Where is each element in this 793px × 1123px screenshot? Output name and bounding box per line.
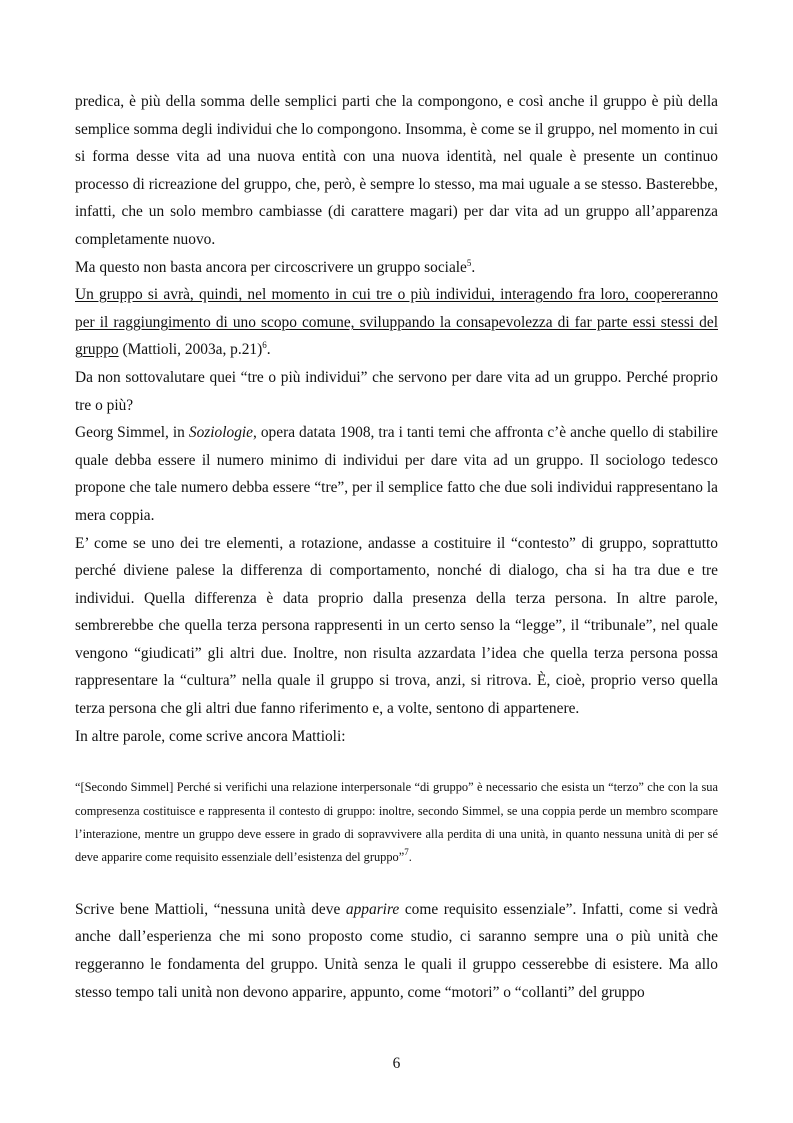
paragraph-1-text: predica, è più della somma delle semplici parti che la compongono, e così anche il gruppo è più della semplice somma degli individui che lo compongono. Insomma, è come se il gruppo, nel momento in cui si forma desse vita ad una nuova entità con una nuova identità, nel quale è presente un continuo processo di ricreazione del gruppo, che, però, è sempre lo stesso, ma mai uguale a se stesso. Basterebbe, infatti, che un solo membro cambiasse (di carattere magari) per dar vita ad un gruppo all’apparenza completamente nuovo.	[75, 93, 718, 248]
underlined-definition: Un gruppo si avrà, quindi, nel momento in cui tre o più individui, interagendo fra loro, coopereranno per il raggiungimento di uno scopo comune, sviluppando la consapevolezza di far parte essi stessi del gruppo	[75, 286, 718, 359]
citation: (Mattioli, 2003a, p.21)	[118, 341, 263, 359]
block-quote: “[Secondo Simmel] Perché si verifichi una relazione interpersonale “di gruppo” è necessario che esista un “terzo” che con la sua compresenza costituisce e rappresenta il contesto di gruppo: inoltre, secondo Simmel, se una coppia perde un membro scompare l’interazione, mentre un gruppo deve essere in grado di sopravvivere alla perdita di una unità, in quanto nessuna unità di per sé deve apparire come requisito essenziale dell’esistenza del gruppo”$^7$.	[75, 780, 718, 865]
paragraph-7: In altre parole, come scrive ancora Mattioli:	[75, 727, 346, 745]
paragraph-6: E’ come se uno dei tre elementi, a rotazione, andasse a costituire il “contesto” di gruppo, soprattutto perché diviene palese la differenza di comportamento, nonché di dialogo, cha si ha tra due e tre individui. Quella differenza è data proprio dalla presenza della terza persona. In altre parole, sembrerebbe che quella terza persona rappresenti in un certo senso la “legge”, il “tribunale”, nel quale vengono “giudicati” gli altri due. Inoltre, non risulta azzardata l’idea che quella terza persona possa rappresentare la “cultura” nella quale il gruppo si trova, anzi, si ritrova. È, cioè, proprio verso quella terza persona che gli altri due fanno riferimento e, a volte, sentono di appartenere.	[75, 534, 718, 718]
footnote-ref-6[interactable]: 6	[262, 340, 267, 351]
footnote-ref-7[interactable]: 7	[404, 847, 409, 858]
paragraph-8: Scrive bene Mattioli, “nessuna unità deve apparire come requisito essenziale”. Infatti, come si vedrà anche dall’esperienza che mi sono proposto come studio, ci saranno sempre una o più unità che reggeranno le fondamenta del gruppo. Unità senza le quali il gruppo cesserebbe di esistere. Ma allo stesso tempo tali unità non devono apparire, appunto, come “motori” o “collanti” del gruppo	[75, 900, 718, 1001]
paragraph-4: Da non sottovalutare quei “tre o più individui” che servono per dare vita ad un gruppo. Perché proprio tre o più?	[75, 368, 718, 414]
document-page	[75, 88, 718, 1006]
block-quote-text: “[Secondo Simmel] Perché si verifichi una relazione interpersonale “di gruppo” è necessario che esista un “terzo” che con la sua compresenza costituisce e rappresenta il contesto di gruppo: inoltre, secondo Simmel, se una coppia perde un membro scompare l’interazione, mentre un gruppo deve essere in grado di sopravvivere alla perdita di una unità, in quanto nessuna unità di per sé deve apparire come requisito essenziale dell’esistenza del gruppo”	[75, 780, 718, 865]
paragraph-1	[75, 88, 718, 281]
paragraph-5: Georg Simmel, in Soziologie, opera datata 1908, tra i tanti temi che affronta c’è anche quello di stabilire quale debba essere il numero minimo di individui per dare vita ad un gruppo. Il sociologo tedesco propone che tale numero debba essere “tre”, per il semplice fatto che due soli individui rappresentano la mera coppia.	[75, 424, 719, 524]
paragraph-3: Un gruppo si avrà, quindi, nel momento in cui tre o più individui, interagendo fra loro, coopereranno per il raggiungimento di uno scopo comune, sviluppando la consapevolezza di far parte essi stessi del gruppo (Mattioli, 2003a, p.21)$^6$. Da non sottovalutare quei “tre o più individui” che servono per dare vita ad un gruppo. Perché proprio tre o più? Georg Simmel, in Soziologie, opera datata 1908, tra i tanti temi che affronta c’è anche quello di stabilire quale debba essere il numero minimo di individui per dare vita ad un gruppo. Il sociologo tedesco propone che tale numero debba essere “tre”, per il semplice fatto che due soli individui rappresentano la mera coppia. E’ come se uno dei tre elementi, a rotazione, andasse a costituire il “contesto” di gruppo, soprattutto perché diviene palese la differenza di comportamento, nonché di dialogo, cha si ha tra due e tre individui. Quella differenza è data proprio dalla presenza della terza persona. In altre parole, sembrerebbe che quella terza persona rappresenti in un certo senso la “legge”, il “tribunale”, nel quale vengono “giudicati” gli altri due. Inoltre, non risulta azzardata l’idea che quella terza persona possa rappresentare la “cultura” nella quale il gruppo si trova, anzi, si ritrova. È, cioè, proprio verso quella terza persona che gli altri due fanno riferimento e, a volte, sentono di appartenere. In altre parole, come scrive ancora Mattioli:	[75, 286, 719, 745]
paragraph-2: Ma questo non basta ancora per circoscrivere un gruppo sociale$^5$.	[75, 257, 476, 276]
page-number: 6	[392, 1055, 401, 1072]
emphasis-apparire: apparire	[345, 900, 400, 918]
book-title: Soziologie	[188, 424, 254, 442]
paragraph-2-text: Ma questo non basta ancora per circoscrivere un gruppo sociale	[75, 258, 467, 276]
footnote-ref-5[interactable]: 5	[466, 257, 472, 268]
